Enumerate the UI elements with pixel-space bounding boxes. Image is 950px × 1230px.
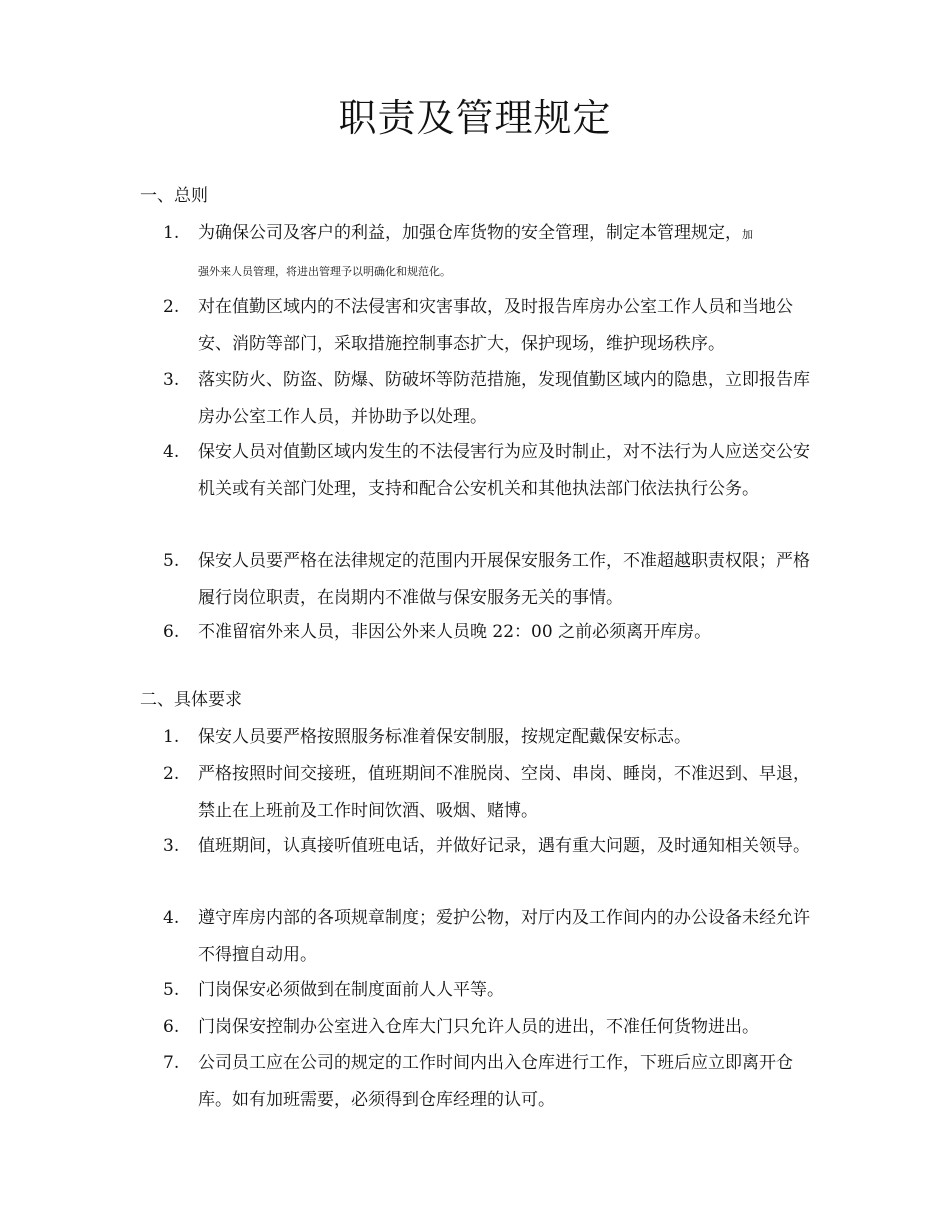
list-item-number: 5.: [163, 551, 180, 571]
list-item: [163, 289, 823, 363]
section-heading-requirements: 二、具体要求: [140, 690, 242, 710]
list-item-text: 公司员工应在公司的规定的工作时间内出入仓库进行工作，下班后应立即离开仓库。如有加班需要，必须得到仓库经理的认可。: [198, 1053, 793, 1110]
list-item-text: 保安人员对值勤区域内发生的不法侵害行为应及时制止，对不法行为人应送交公安机关或有关部门处理，支持和配合公安机关和其他执法部门依法执行公务。: [198, 442, 810, 499]
list-item: [163, 1009, 823, 1046]
list-item-number: 6.: [163, 622, 180, 642]
list-item-number: 4.: [163, 442, 180, 462]
list-item: [163, 719, 823, 756]
list-item-text-main: 为确保公司及客户的利益，加强仓库货物的安全管理，制定本管理规定，: [198, 223, 742, 243]
list-item-number: 7.: [163, 1053, 180, 1073]
list-item-text: 遵守库房内部的各项规章制度；爱护公物，对厅内及工作间内的办公设备未经允许不得擅自动用。: [198, 908, 810, 965]
list-item-text: 保安人员要严格按照服务标准着保安制服，按规定配戴保安标志。: [198, 727, 691, 747]
list-item-continuation: [163, 255, 823, 289]
list-item: [163, 1045, 823, 1119]
list-item-text: 值班期间，认真接听值班电话，并做好记录，遇有重大问题，及时通知相关领导。: [198, 836, 810, 856]
list-item-text-small-tail: 加: [742, 228, 753, 241]
list-item-text: 门岗保安必须做到在制度面前人人平等。: [198, 980, 504, 1000]
list-item-number: 6.: [163, 1017, 180, 1037]
list-item-text: 保安人员要严格在法律规定的范围内开展保安服务工作，不准超越职责权限；严格履行岗位职责，在岗期内不准做与保安服务无关的事情。: [198, 551, 810, 608]
list-item: [163, 756, 823, 830]
list-item: [163, 614, 823, 651]
list-item: [163, 828, 823, 865]
list-item-text: 对在值勤区域内的不法侵害和灾害事故，及时报告库房办公室工作人员和当地公安、消防等部门，采取措施控制事态扩大，保护现场，维护现场秩序。: [198, 297, 793, 354]
list-item-number: 5.: [163, 980, 180, 1000]
section-heading-general: 一、总则: [140, 186, 208, 206]
list-item-text: 落实防火、防盗、防爆、防破坏等防范措施，发现值勤区域内的隐患，立即报告库房办公室工作人员，并协助予以处理。: [198, 370, 810, 427]
list-item: [163, 215, 823, 253]
list-item-number: 3.: [163, 836, 180, 856]
list-item: [163, 362, 823, 436]
list-item-number: 2.: [163, 297, 180, 317]
list-item: [163, 900, 823, 974]
list-item-number: 2.: [163, 764, 180, 784]
list-item-text: 门岗保安控制办公室进入仓库大门只允许人员的进出，不准任何货物进出。: [198, 1017, 759, 1037]
list-item-text-small-line: 强外来人员管理，将进出管理予以明确化和规范化。: [198, 265, 451, 278]
list-item-text: 严格按照时间交接班，值班期间不准脱岗、空岗、串岗、睡岗，不准迟到、早退，禁止在上班前及工作时间饮酒、吸烟、赌博。: [198, 764, 810, 821]
list-item: [163, 543, 823, 617]
list-item: [163, 972, 823, 1009]
document-title: 职责及管理规定: [338, 96, 612, 140]
list-item-text: [198, 215, 823, 253]
list-item-number: 4.: [163, 908, 180, 928]
list-item: [163, 434, 823, 508]
list-item-number: 1.: [163, 727, 180, 747]
list-item-number: 3.: [163, 370, 180, 390]
list-item-text: 不准留宿外来人员，非因公外来人员晚 22：00 之前必须离开库房。: [198, 622, 712, 642]
list-item-number: 1.: [163, 223, 180, 243]
